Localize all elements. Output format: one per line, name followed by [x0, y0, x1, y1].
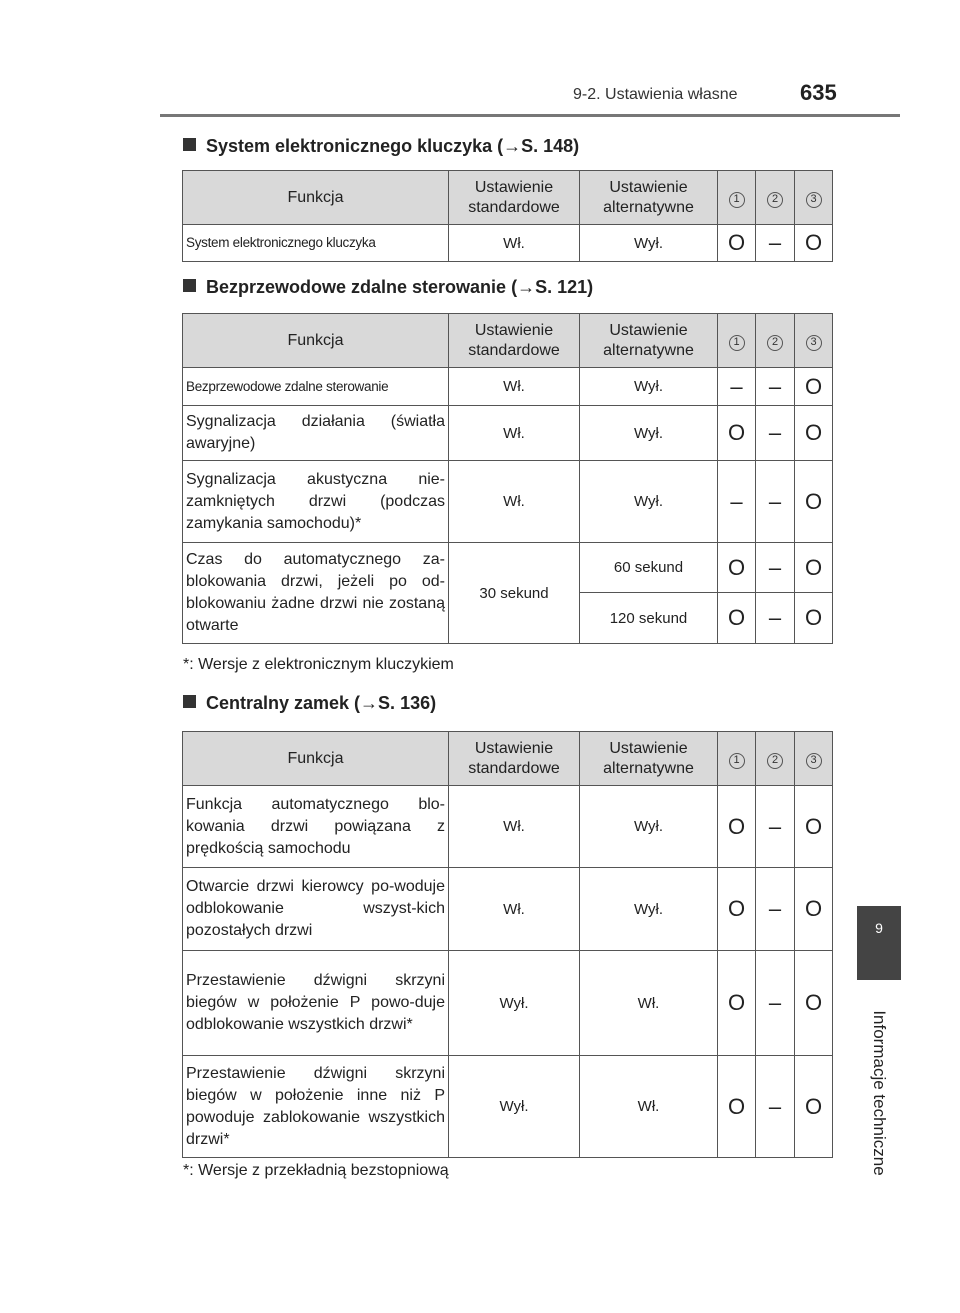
row-alternative: Wył. — [580, 406, 718, 461]
row-alternative: Wł. — [580, 1056, 718, 1158]
row-c1: O — [718, 225, 756, 262]
row-alternative: Wył. — [580, 225, 718, 262]
row-c2: – — [756, 951, 795, 1056]
row-standard: Wł. — [449, 461, 580, 543]
row-c2: – — [756, 593, 795, 644]
row-alternative: Wył. — [580, 786, 718, 868]
row-standard: Wył. — [449, 1056, 580, 1158]
section-heading-remote — [183, 277, 593, 298]
keyless-table — [182, 170, 833, 262]
page-number: 635 — [800, 80, 837, 105]
row-function: Sygnalizacja działania (światła awaryjne) — [183, 406, 449, 461]
row-c2: – — [756, 225, 795, 262]
col2-icon: 2 — [767, 335, 783, 351]
row-alternative: Wył. — [580, 461, 718, 543]
header-alternative: Ustawienie alternatywne — [580, 171, 718, 225]
chapter-label — [867, 988, 891, 1198]
row-standard: Wył. — [449, 951, 580, 1056]
table-row — [183, 868, 833, 951]
row-function: Czas do automatycznego za-blokowania drzwi, jeżeli po od-blokowaniu żadne drzwi nie zostaną otwarte — [183, 543, 449, 644]
row-c2: – — [756, 368, 795, 406]
row-c1: – — [718, 368, 756, 406]
header-alternative: Ustawienie alternatywne — [580, 732, 718, 786]
table-header-row — [183, 732, 833, 786]
row-function: Otwarcie drzwi kierowcy po-woduje odblokowanie wszyst-kich pozostałych drzwi — [183, 868, 449, 951]
chapter-tab: 9 — [857, 906, 901, 980]
heading-text: System elektronicznego kluczyka (→S. 148) — [206, 136, 580, 156]
table-row — [183, 543, 833, 593]
row-function: Funkcja automatycznego blo-kowania drzwi powiązana z prędkością samochodu — [183, 786, 449, 868]
row-c2: – — [756, 786, 795, 868]
col2-icon: 2 — [767, 753, 783, 769]
table-row — [183, 368, 833, 406]
table-row — [183, 786, 833, 868]
col1-icon: 1 — [729, 192, 745, 208]
row-c1: O — [718, 951, 756, 1056]
row-standard: Wł. — [449, 868, 580, 951]
central-lock-table — [182, 731, 833, 1158]
heading-text: Bezprzewodowe zdalne sterowanie (→S. 121) — [206, 277, 594, 297]
row-c3: O — [795, 593, 833, 644]
table-row — [183, 406, 833, 461]
row-function: Przestawienie dźwigni skrzyni biegów w położenie inne niż P powoduje zablokowanie wszystkich drzwi* — [183, 1056, 449, 1158]
row-alternative: Wył. — [580, 368, 718, 406]
header-funkcja: Funkcja — [183, 732, 449, 786]
header-standard: Ustawienie standardowe — [449, 732, 580, 786]
row-standard: Wł. — [449, 225, 580, 262]
heading-text: Centralny zamek (→S. 136) — [206, 693, 437, 713]
row-c1: O — [718, 786, 756, 868]
row-alternative: 60 sekund — [580, 543, 718, 593]
header-standard: Ustawienie standardowe — [449, 171, 580, 225]
row-c1: O — [718, 406, 756, 461]
header-funkcja: Funkcja — [183, 314, 449, 368]
col2-icon: 2 — [767, 192, 783, 208]
row-alternative: 120 sekund — [580, 593, 718, 644]
row-function: Sygnalizacja akustyczna nie-zamkniętych drzwi (podczas zamykania samochodu)* — [183, 461, 449, 543]
row-c1: – — [718, 461, 756, 543]
row-c3: O — [795, 786, 833, 868]
row-function: Bezprzewodowe zdalne sterowanie — [183, 368, 449, 406]
row-c3: O — [795, 951, 833, 1056]
row-c2: – — [756, 1056, 795, 1158]
section-heading-central-lock — [183, 693, 436, 714]
row-function: Przestawienie dźwigni skrzyni biegów w położenie P powo-duje odblokowanie wszystkich drzwi* — [183, 951, 449, 1056]
remote-table — [182, 313, 833, 644]
row-c2: – — [756, 868, 795, 951]
col1-icon: 1 — [729, 753, 745, 769]
row-c1: O — [718, 593, 756, 644]
table-row — [183, 461, 833, 543]
square-bullet-icon — [183, 279, 196, 292]
row-c3: O — [795, 368, 833, 406]
row-c2: – — [756, 461, 795, 543]
header-rule — [160, 114, 900, 117]
square-bullet-icon — [183, 138, 196, 151]
row-c1: O — [718, 868, 756, 951]
table-header-row — [183, 171, 833, 225]
row-standard: Wł. — [449, 368, 580, 406]
row-c3: O — [795, 868, 833, 951]
row-c3: O — [795, 225, 833, 262]
col3-icon: 3 — [806, 335, 822, 351]
table-row — [183, 1056, 833, 1158]
col3-icon: 3 — [806, 753, 822, 769]
table-row — [183, 951, 833, 1056]
row-c1: O — [718, 543, 756, 593]
row-c3: O — [795, 461, 833, 543]
row-c2: – — [756, 543, 795, 593]
row-alternative: Wył. — [580, 868, 718, 951]
header-alternative: Ustawienie alternatywne — [580, 314, 718, 368]
page-header — [0, 0, 960, 120]
col1-icon: 1 — [729, 335, 745, 351]
section-title: 9-2. Ustawienia własne — [573, 86, 738, 103]
square-bullet-icon — [183, 695, 196, 708]
row-c1: O — [718, 1056, 756, 1158]
row-standard: Wł. — [449, 406, 580, 461]
row-c2: – — [756, 406, 795, 461]
row-standard: 30 sekund — [449, 543, 580, 644]
row-standard: Wł. — [449, 786, 580, 868]
header-funkcja: Funkcja — [183, 171, 449, 225]
row-c3: O — [795, 543, 833, 593]
header-standard: Ustawienie standardowe — [449, 314, 580, 368]
section-heading-keyless — [183, 136, 579, 157]
footnote: *: Wersje z elektronicznym kluczykiem — [183, 656, 454, 673]
row-alternative: Wł. — [580, 951, 718, 1056]
table-header-row — [183, 314, 833, 368]
col3-icon: 3 — [806, 192, 822, 208]
row-c3: O — [795, 1056, 833, 1158]
chapter-label-text: Informacje techniczne — [870, 1010, 889, 1176]
footnote: *: Wersje z przekładnią bezstopniową — [183, 1162, 449, 1179]
table-row — [183, 225, 833, 262]
row-c3: O — [795, 406, 833, 461]
row-function: System elektronicznego kluczyka — [183, 225, 449, 262]
